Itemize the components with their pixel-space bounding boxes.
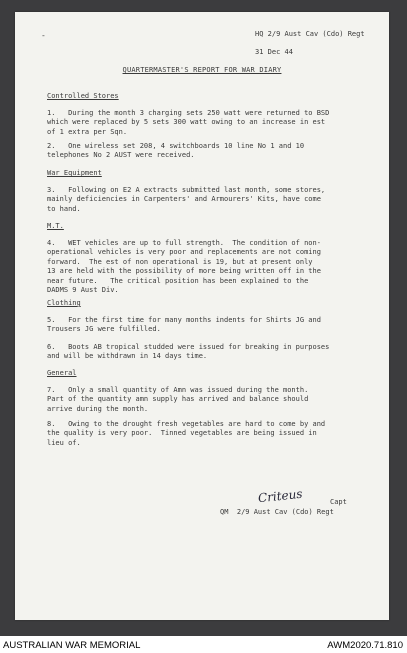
section-heading-mt: M.T. bbox=[47, 222, 64, 230]
punch-hole-mark: - bbox=[41, 31, 46, 40]
section-heading-clothing: Clothing bbox=[47, 299, 81, 307]
signatory-unit: QM 2/9 Aust Cav (Cdo) Regt bbox=[220, 508, 334, 516]
handwritten-signature: Criteus bbox=[257, 486, 304, 506]
section-heading-controlled-stores: Controlled Stores bbox=[47, 92, 119, 100]
section-heading-war-equipment: War Equipment bbox=[47, 169, 102, 177]
paragraph-4: 4. WET vehicles are up to full strength. The condition of non- operational vehicles is very poor and replacements are not coming forward. The est of non operational is 19, but at present only 13 are held with the possibility of more being written off in the near future. The critical position has been explained to the DADMS 9 Aust Div. bbox=[47, 239, 321, 295]
paragraph-3: 3. Following on E2 A extracts submitted last month, some stores, mainly deficiencies in Carpenters' and Armourers' Kits, have come to hand. bbox=[47, 186, 326, 213]
signatory-rank: Capt bbox=[330, 498, 347, 506]
paragraph-6: 6. Boots AB tropical studded were issued for breaking in purposes and will be withdrawn in 14 days time. bbox=[47, 343, 330, 361]
unit-header: HQ 2/9 Aust Cav (Cdo) Regt bbox=[255, 30, 365, 38]
paragraph-7: 7. Only a small quantity of Amn was issued during the month. Part of the quantity amn supply has arrived and balance should arrive during the month. bbox=[47, 386, 309, 413]
document-title: QUARTERMASTER'S REPORT FOR WAR DIARY bbox=[122, 66, 282, 74]
paragraph-1: 1. During the month 3 charging sets 250 watt were returned to BSD which were replaced by 5 sets 300 watt owing to an increase in est of 1 extra per Sqn. bbox=[47, 109, 330, 136]
paragraph-5: 5. For the first time for many months indents for Shirts JG and Trousers JG were fulfilled. bbox=[47, 316, 321, 334]
section-heading-general: General bbox=[47, 369, 77, 377]
document-page bbox=[15, 12, 389, 620]
footer-institution: AUSTRALIAN WAR MEMORIAL bbox=[3, 640, 141, 651]
footer-accession-number: AWM2020.71.810 bbox=[327, 640, 403, 651]
paragraph-2: 2. One wireless set 208, 4 switchboards 10 line No 1 and 10 telephones No 2 AUST were received. bbox=[47, 142, 305, 160]
paragraph-8: 8. Owing to the drought fresh vegetables are hard to come by and the quality is very poor. Tinned vegetables are being issued in lieu of. bbox=[47, 420, 326, 447]
document-date: 31 Dec 44 bbox=[255, 48, 293, 56]
